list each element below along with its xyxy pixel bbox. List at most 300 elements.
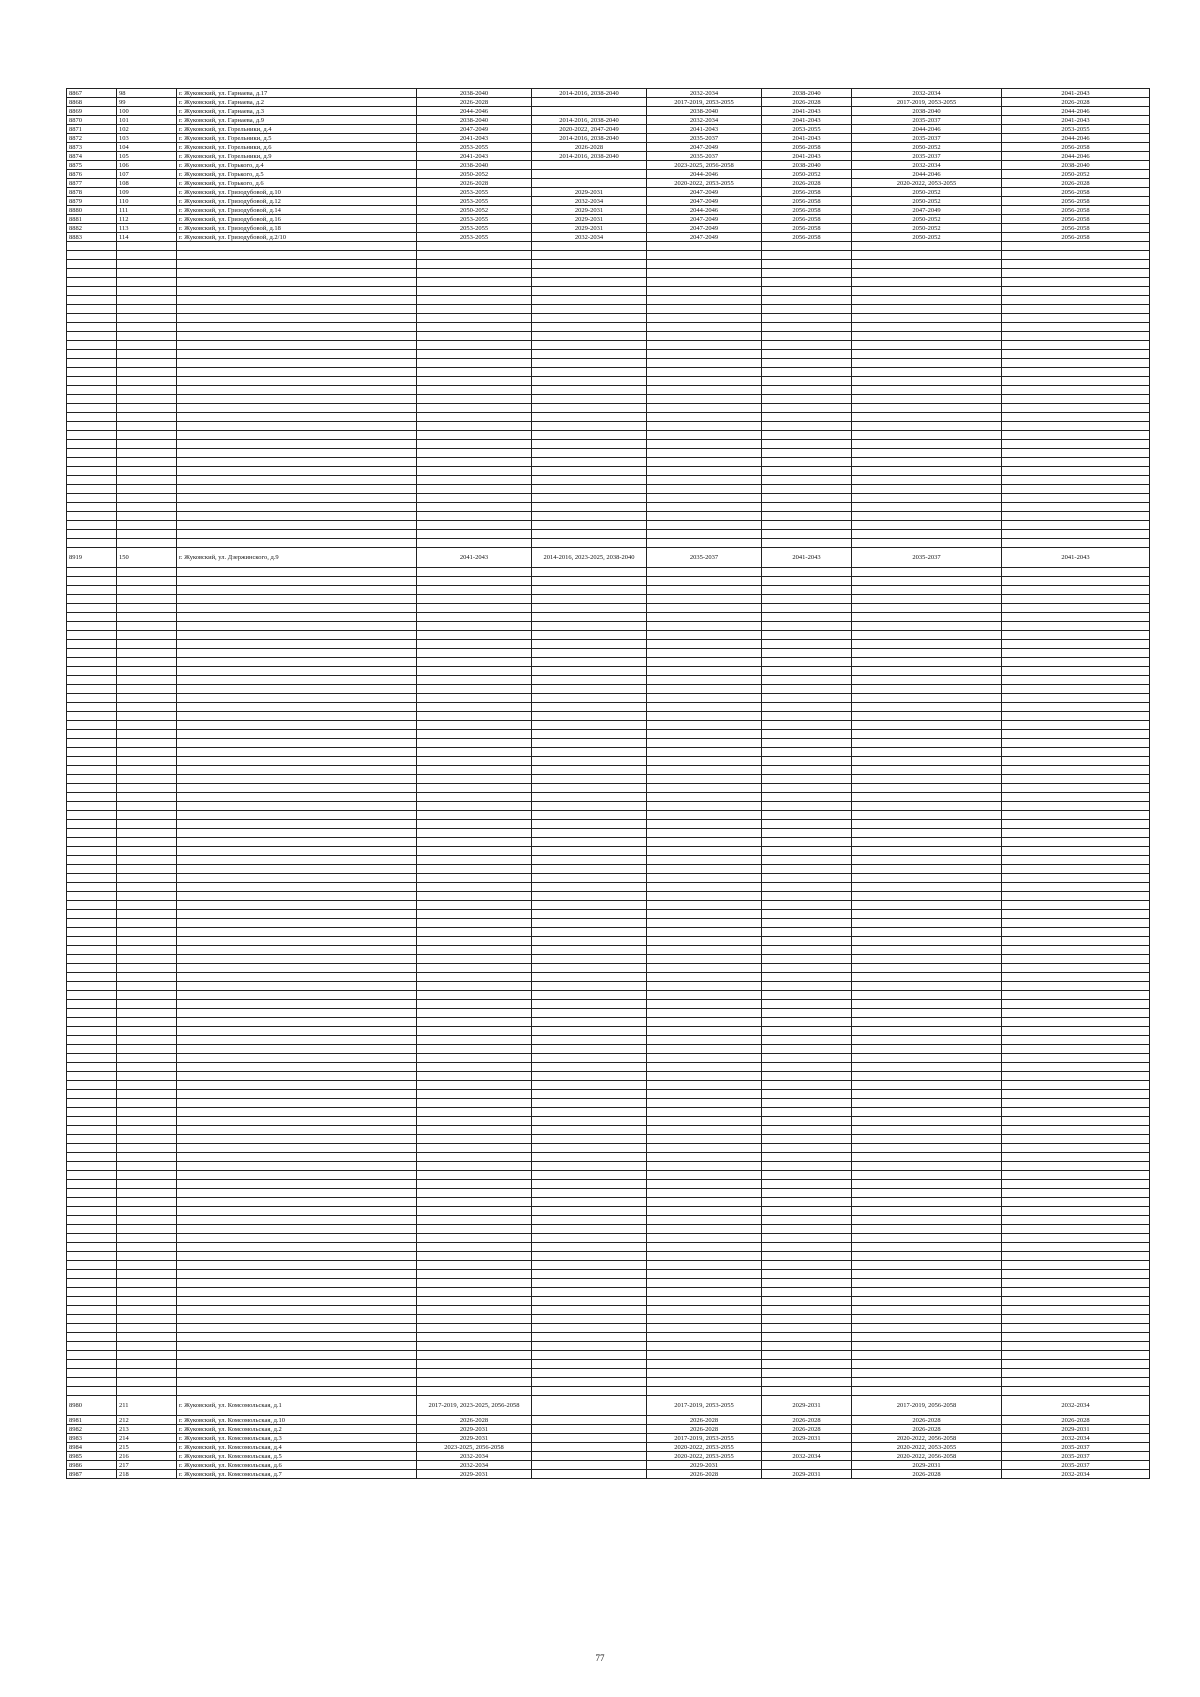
table-cell [762, 586, 852, 595]
table-cell: 2041-2043 [417, 134, 532, 143]
table-cell [117, 586, 177, 595]
table-cell: 2047-2049 [417, 125, 532, 134]
table-cell: 2041-2043 [417, 548, 532, 568]
table-cell [852, 413, 1002, 422]
table-cell [762, 1288, 852, 1297]
table-cell [532, 1135, 647, 1144]
table-cell [532, 278, 647, 287]
table-cell: 8878 [67, 188, 117, 197]
table-cell [647, 757, 762, 766]
table-cell: 2053-2055 [417, 233, 532, 242]
table-cell: 2038-2040 [852, 107, 1002, 116]
table-cell [417, 1270, 532, 1279]
table-cell [647, 1225, 762, 1234]
table-cell [117, 838, 177, 847]
table-cell [647, 1315, 762, 1324]
table-cell [417, 937, 532, 946]
table-cell [417, 1378, 532, 1387]
table-cell [417, 694, 532, 703]
table-cell [417, 712, 532, 721]
table-cell: 8876 [67, 170, 117, 179]
table-cell [532, 1117, 647, 1126]
table-cell [532, 107, 647, 116]
table-cell [1002, 1189, 1150, 1198]
table-cell [647, 242, 762, 251]
table-cell [762, 485, 852, 494]
table-cell [852, 260, 1002, 269]
table-cell [852, 1243, 1002, 1252]
table-cell: 2044-2046 [647, 206, 762, 215]
table-cell [762, 1198, 852, 1207]
table-cell [1002, 404, 1150, 413]
table-cell [762, 242, 852, 251]
table-cell [117, 467, 177, 476]
table-cell [762, 874, 852, 883]
table-cell [67, 622, 117, 631]
table-cell [1002, 1063, 1150, 1072]
table-cell: 2047-2049 [647, 143, 762, 152]
table-cell: 2032-2034 [532, 233, 647, 242]
table-row [67, 775, 1150, 784]
table-cell [532, 793, 647, 802]
table-cell [177, 1108, 417, 1117]
table-row [67, 802, 1150, 811]
table-cell [117, 440, 177, 449]
table-cell [852, 820, 1002, 829]
table-cell: 8881 [67, 215, 117, 224]
table-cell [417, 982, 532, 991]
table-cell [1002, 1090, 1150, 1099]
table-cell [1002, 1027, 1150, 1036]
table-cell [177, 910, 417, 919]
table-cell [1002, 676, 1150, 685]
table-row [67, 440, 1150, 449]
table-cell [117, 739, 177, 748]
table-row [67, 829, 1150, 838]
table-cell [532, 946, 647, 955]
table-cell [762, 1009, 852, 1018]
table-row [67, 613, 1150, 622]
table-cell [417, 449, 532, 458]
table-cell [852, 251, 1002, 260]
table-cell [1002, 622, 1150, 631]
table-cell [177, 694, 417, 703]
table-cell: г. Жуковский, ул. Горького, д.6 [177, 179, 417, 188]
table-cell [852, 521, 1002, 530]
table-cell [417, 1198, 532, 1207]
table-row [67, 1234, 1150, 1243]
table-cell [647, 1378, 762, 1387]
table-cell [177, 305, 417, 314]
table-cell [67, 802, 117, 811]
table-cell [117, 829, 177, 838]
table-row [67, 350, 1150, 359]
table-cell [117, 1198, 177, 1207]
table-cell [852, 1324, 1002, 1333]
table-cell [762, 260, 852, 269]
table-cell [647, 1054, 762, 1063]
table-row [67, 89, 1150, 98]
table-row [67, 1351, 1150, 1360]
table-row [67, 847, 1150, 856]
table-row [67, 685, 1150, 694]
table-cell [177, 667, 417, 676]
table-cell [117, 242, 177, 251]
table-cell [67, 892, 117, 901]
table-cell [852, 1045, 1002, 1054]
table-cell [532, 658, 647, 667]
table-cell [1002, 1369, 1150, 1378]
table-cell [177, 1009, 417, 1018]
table-cell [417, 305, 532, 314]
table-cell [852, 1261, 1002, 1270]
table-cell: 2026-2028 [417, 179, 532, 188]
table-cell: 2044-2046 [1002, 107, 1150, 116]
table-cell: 112 [117, 215, 177, 224]
table-cell [532, 730, 647, 739]
table-cell: 2056-2058 [1002, 206, 1150, 215]
table-cell [1002, 973, 1150, 982]
table-cell [117, 1018, 177, 1027]
table-row [67, 215, 1150, 224]
table-cell [852, 1216, 1002, 1225]
table-cell [417, 838, 532, 847]
table-cell [1002, 811, 1150, 820]
table-cell [417, 793, 532, 802]
table-cell: 104 [117, 143, 177, 152]
table-cell [417, 431, 532, 440]
table-cell: 2026-2028 [1002, 98, 1150, 107]
table-cell [647, 530, 762, 539]
table-cell: 2050-2052 [852, 215, 1002, 224]
table-cell [1002, 1315, 1150, 1324]
table-row [67, 1261, 1150, 1270]
table-cell [417, 622, 532, 631]
table-cell [1002, 1054, 1150, 1063]
table-cell [117, 512, 177, 521]
table-cell [647, 793, 762, 802]
table-cell [762, 269, 852, 278]
table-cell [1002, 485, 1150, 494]
table-cell [417, 757, 532, 766]
table-cell [417, 928, 532, 937]
table-cell [647, 1108, 762, 1117]
table-cell [117, 1180, 177, 1189]
table-cell [117, 341, 177, 350]
table-cell [852, 1180, 1002, 1189]
table-cell [852, 667, 1002, 676]
table-cell [67, 503, 117, 512]
table-cell [852, 865, 1002, 874]
table-cell: 2026-2028 [852, 1470, 1002, 1479]
table-cell [67, 323, 117, 332]
table-cell: 2056-2058 [762, 143, 852, 152]
table-cell [177, 1045, 417, 1054]
table-cell [532, 685, 647, 694]
table-cell: 2029-2031 [532, 224, 647, 233]
table-cell [177, 251, 417, 260]
table-cell [532, 503, 647, 512]
table-cell [1002, 386, 1150, 395]
table-cell [532, 1099, 647, 1108]
table-cell [762, 721, 852, 730]
table-cell [117, 485, 177, 494]
table-cell [117, 260, 177, 269]
table-cell [762, 395, 852, 404]
table-cell [1002, 1387, 1150, 1396]
table-cell [117, 802, 177, 811]
table-cell [1002, 1333, 1150, 1342]
table-cell [647, 577, 762, 586]
table-cell: 2056-2058 [1002, 215, 1150, 224]
table-row [67, 251, 1150, 260]
table-cell [647, 494, 762, 503]
table-cell [762, 1234, 852, 1243]
table-cell: 2056-2058 [762, 206, 852, 215]
table-row [67, 1189, 1150, 1198]
table-cell [647, 802, 762, 811]
table-cell [647, 476, 762, 485]
table-cell [117, 784, 177, 793]
table-cell [1002, 757, 1150, 766]
table-cell [67, 748, 117, 757]
table-cell [417, 539, 532, 548]
table-cell [647, 278, 762, 287]
table-cell: 2017-2019, 2053-2055 [647, 98, 762, 107]
table-cell [647, 856, 762, 865]
table-cell [67, 1054, 117, 1063]
table-cell: 108 [117, 179, 177, 188]
table-cell: 2035-2037 [852, 134, 1002, 143]
table-cell [177, 811, 417, 820]
table-cell [532, 332, 647, 341]
table-cell [177, 278, 417, 287]
table-cell [532, 1270, 647, 1279]
table-cell: 2050-2052 [852, 197, 1002, 206]
table-cell [67, 1018, 117, 1027]
table-cell [647, 613, 762, 622]
table-cell [762, 341, 852, 350]
table-cell [417, 820, 532, 829]
table-cell [532, 649, 647, 658]
table-cell: г. Жуковский, ул. Комсомольская, д.1 [177, 1396, 417, 1416]
table-cell [417, 278, 532, 287]
table-cell [1002, 431, 1150, 440]
table-cell [852, 721, 1002, 730]
table-cell [1002, 1117, 1150, 1126]
table-row [67, 1443, 1150, 1452]
table-cell [117, 251, 177, 260]
table-cell [417, 296, 532, 305]
table-cell [1002, 577, 1150, 586]
table-cell [417, 1045, 532, 1054]
table-cell [117, 1108, 177, 1117]
table-cell: г. Жуковский, ул. Комсомольская, д.3 [177, 1434, 417, 1443]
table-cell: 105 [117, 152, 177, 161]
table-cell [852, 530, 1002, 539]
table-cell [852, 1279, 1002, 1288]
table-cell [532, 991, 647, 1000]
table-cell [117, 377, 177, 386]
table-cell: г. Жуковский, ул. Горельники, д.4 [177, 125, 417, 134]
table-cell [532, 1009, 647, 1018]
table-row [67, 946, 1150, 955]
table-cell [177, 341, 417, 350]
table-cell [177, 269, 417, 278]
table-cell [67, 458, 117, 467]
table-cell: 216 [117, 1452, 177, 1461]
table-cell: 2053-2055 [762, 125, 852, 134]
table-cell [647, 521, 762, 530]
table-cell [532, 1434, 647, 1443]
table-cell [762, 856, 852, 865]
table-cell [117, 1369, 177, 1378]
table-cell: 2020-2022, 2053-2055 [647, 179, 762, 188]
table-cell [532, 1342, 647, 1351]
table-cell [762, 604, 852, 613]
table-cell [647, 1009, 762, 1018]
table-row [67, 341, 1150, 350]
table-cell [117, 757, 177, 766]
table-cell [1002, 1378, 1150, 1387]
table-cell [67, 1306, 117, 1315]
table-row [67, 811, 1150, 820]
table-cell [532, 865, 647, 874]
table-cell: г. Жуковский, ул. Комсомольская, д.6 [177, 1461, 417, 1470]
table-cell [852, 757, 1002, 766]
table-cell [647, 458, 762, 467]
table-cell [852, 874, 1002, 883]
table-cell [417, 676, 532, 685]
table-cell [417, 1315, 532, 1324]
table-cell: 2014-2016, 2038-2040 [532, 116, 647, 125]
table-cell [1002, 1351, 1150, 1360]
table-cell [417, 350, 532, 359]
table-cell [532, 1243, 647, 1252]
table-cell [647, 1144, 762, 1153]
table-cell [647, 503, 762, 512]
table-cell: 2050-2052 [762, 170, 852, 179]
table-cell [647, 1252, 762, 1261]
table-cell [117, 820, 177, 829]
table-cell [532, 838, 647, 847]
table-cell [177, 1225, 417, 1234]
table-cell [1002, 1009, 1150, 1018]
table-cell [67, 1243, 117, 1252]
table-cell: 2020-2022, 2047-2049 [532, 125, 647, 134]
table-cell [1002, 512, 1150, 521]
table-cell [67, 820, 117, 829]
table-cell [852, 1000, 1002, 1009]
table-cell [117, 1387, 177, 1396]
table-cell [117, 613, 177, 622]
table-cell [67, 422, 117, 431]
table-row [67, 1018, 1150, 1027]
table-cell: г. Жуковский, ул. Гризодубовой, д.14 [177, 206, 417, 215]
table-cell [177, 676, 417, 685]
table-cell [762, 512, 852, 521]
table-cell [852, 919, 1002, 928]
table-cell [67, 838, 117, 847]
table-cell [647, 811, 762, 820]
table-cell [177, 1000, 417, 1009]
table-cell [1002, 449, 1150, 458]
table-cell [762, 748, 852, 757]
table-cell: 2032-2034 [1002, 1434, 1150, 1443]
table-cell [177, 1279, 417, 1288]
table-cell [852, 784, 1002, 793]
table-cell [852, 476, 1002, 485]
table-cell [417, 1360, 532, 1369]
table-row [67, 188, 1150, 197]
table-cell [67, 1351, 117, 1360]
page-number: 77 [595, 1653, 605, 1663]
table-cell [177, 431, 417, 440]
table-cell: 98 [117, 89, 177, 98]
table-cell [1002, 350, 1150, 359]
table-cell [117, 449, 177, 458]
table-cell [532, 1261, 647, 1270]
table-row [67, 820, 1150, 829]
table-cell [852, 1027, 1002, 1036]
table-cell [417, 667, 532, 676]
table-cell [417, 458, 532, 467]
table-cell [532, 766, 647, 775]
table-cell [117, 811, 177, 820]
table-cell: 2050-2052 [1002, 170, 1150, 179]
table-cell [117, 1117, 177, 1126]
table-cell [417, 1090, 532, 1099]
table-cell: 2041-2043 [1002, 89, 1150, 98]
table-cell: 2026-2028 [1002, 179, 1150, 188]
table-cell [852, 431, 1002, 440]
table-cell [117, 368, 177, 377]
table-row [67, 1387, 1150, 1396]
table-cell [177, 1018, 417, 1027]
table-cell [762, 530, 852, 539]
table-cell [117, 676, 177, 685]
table-cell [1002, 1306, 1150, 1315]
table-cell: 101 [117, 116, 177, 125]
table-cell [177, 476, 417, 485]
table-cell [417, 1000, 532, 1009]
table-cell [647, 1333, 762, 1342]
table-cell [417, 1171, 532, 1180]
table-cell [532, 1360, 647, 1369]
table-cell [67, 1180, 117, 1189]
table-cell [417, 811, 532, 820]
table-cell [762, 1036, 852, 1045]
table-cell [117, 1324, 177, 1333]
table-cell: 2050-2052 [852, 188, 1002, 197]
table-cell [417, 1351, 532, 1360]
table-cell [762, 613, 852, 622]
table-cell [762, 964, 852, 973]
table-cell: 8875 [67, 161, 117, 170]
table-cell [117, 622, 177, 631]
table-cell [852, 1369, 1002, 1378]
table-cell [1002, 964, 1150, 973]
table-cell: 2038-2040 [762, 89, 852, 98]
table-cell [177, 1315, 417, 1324]
table-cell [117, 296, 177, 305]
table-cell [852, 604, 1002, 613]
table-cell [417, 1027, 532, 1036]
table-cell [177, 539, 417, 548]
table-cell: 2029-2031 [532, 188, 647, 197]
table-cell [417, 613, 532, 622]
table-cell [117, 305, 177, 314]
